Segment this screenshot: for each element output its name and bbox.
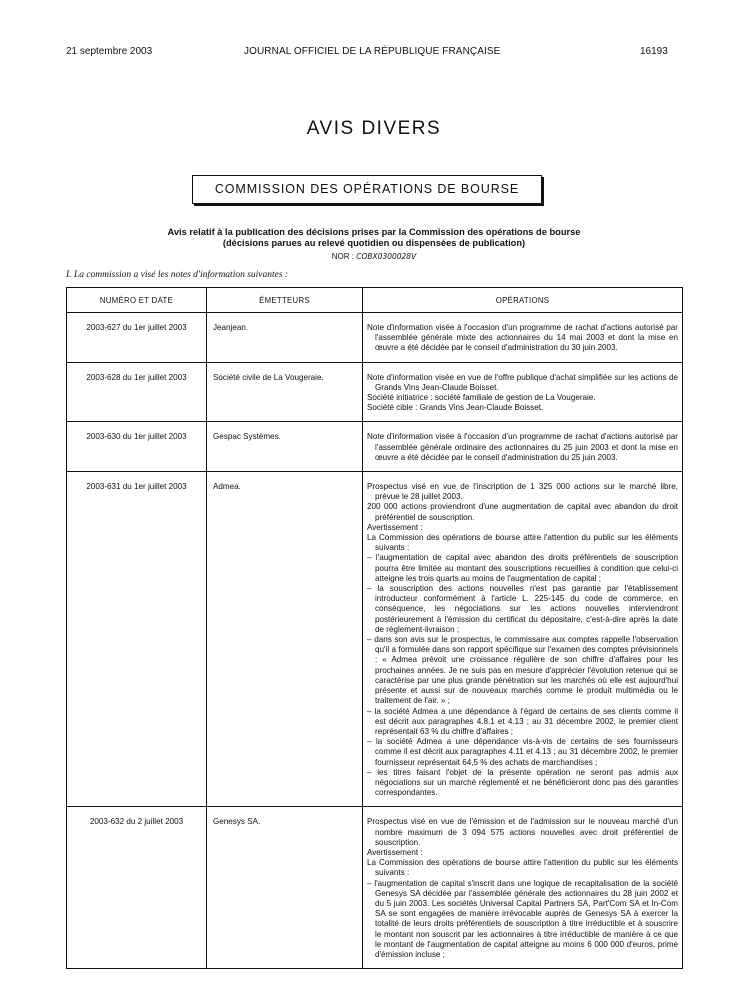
- operation-paragraph: 200 000 actions proviendront d'une augmentation de capital avec abandon du droit préférentiel de souscription.: [367, 502, 678, 522]
- operation-paragraph: Prospectus visé en vue de l'inscription de 1 325 000 actions sur le marché libre, prévue le 28 juillet 2003.: [367, 482, 678, 502]
- operation-paragraph: Note d'information visée à l'occasion d'un programme de rachat d'actions autorisé par l'assemblée générale ordinaire des actionnaires du 25 juin 2003 et dont la mise en œuvre a été décidée par le conseil d'administration du 25 juin 2003.: [367, 432, 678, 462]
- row-operations: [363, 362, 683, 422]
- row-emetteur: Gespac Systèmes.: [207, 422, 363, 472]
- row-numero: 2003-630 du 1er juillet 2003: [67, 422, 207, 472]
- row-emetteur: Jeanjean.: [207, 313, 363, 363]
- operation-paragraph: – dans son avis sur le prospectus, le commissaire aux comptes rappelle l'observation qu'il a formulée dans son rapport spécifique sur l'examen des comptes prévisionnels : « Admea prévoit une croissance régulière de son chiffre d'affaires pour les prochaines années. Je ne suis pas en mesure d'apprécier l'évolution retenue qui se caractérise par une plus grande pénétration sur les marchés où elle est aujourd'hui présente et aussi sur de nouveaux marchés comme le produit multimédia ou le traitement de l'air. » ;: [367, 635, 678, 706]
- operation-paragraph: – les titres faisant l'objet de la présente opération ne seront pas admis aux négociations sur un marché réglementé et ne bénéficieront donc pas des garanties correspondantes.: [367, 767, 678, 798]
- page-number: 16193: [640, 46, 668, 57]
- column-header-emetteurs: ÉMETTEURS: [207, 288, 363, 313]
- decisions-table: [66, 287, 683, 969]
- operation-paragraph: Note d'information visée en vue de l'offre publique d'achat simplifiée sur les actions de Grands Vins Jean-Claude Boisset.: [367, 372, 678, 392]
- operation-paragraph: La Commission des opérations de bourse attire l'attention du public sur les éléments suivants :: [367, 533, 678, 553]
- commission-box: COMMISSION DES OPÉRATIONS DE BOURSE: [192, 175, 542, 204]
- column-header-numero: NUMÉRO ET DATE: [67, 288, 207, 313]
- avis-title-line2: (décisions parues au relevé quotidien ou dispensées de publication): [222, 238, 526, 248]
- nor-value: COBX0300028V: [356, 252, 417, 261]
- operation-paragraph: Société cible : Grands Vins Jean-Claude Boisset.: [367, 403, 544, 413]
- header-date: 21 septembre 2003: [66, 46, 153, 57]
- avis-title-line1: Avis relatif à la publication des décisions prises par la Commission des opérations de bourse: [167, 227, 581, 237]
- row-numero: 2003-631 du 1er juillet 2003: [67, 472, 207, 807]
- row-operations: [363, 422, 683, 472]
- row-emetteur: Genesys SA.: [207, 807, 363, 969]
- row-emetteur: Société civile de La Vougeraie.: [207, 362, 363, 422]
- section-title: AVIS DIVERS: [306, 118, 442, 139]
- operation-paragraph: Prospectus visé en vue de l'émission et de l'admission sur le nouveau marché d'un nombre maximum de 3 094 575 actions nouvelles avec droit préférentiel de souscription.: [367, 817, 678, 847]
- journal-title: JOURNAL OFFICIEL DE LA RÉPUBLIQUE FRANÇAISE: [244, 46, 501, 57]
- operation-paragraph: La Commission des opérations de bourse attire l'attention du public sur les éléments suivants :: [367, 858, 678, 878]
- operation-paragraph: – la souscription des actions nouvelles n'est pas garantie par l'établissement introducteur conformément à l'article L. 225-145 du code de commerce, en conséquence, les négociations sur les actions nouvelles interviendront postérieurement à l'émission du certificat du dépositaire, c'est-à-dire après la date de règlement-livraison ;: [367, 584, 678, 634]
- table-row: [67, 422, 683, 472]
- operation-paragraph: – la société Admea a une dépendance à l'égard de certains de ses clients comme il est décrit aux paragraphes 4.8.1 et 4.13 ; au 31 décembre 2002, le premier client représentait 63 % du chiffre d'affaires ;: [367, 706, 678, 736]
- table-row: [67, 472, 683, 807]
- table-header-row: [67, 288, 683, 313]
- operation-paragraph: Note d'information visée à l'occasion d'un programme de rachat d'actions autorisé par l'assemblée générale mixte des actionnaires du 14 mai 2003 et dont la mise en œuvre a été décidée par le conseil d'administration du 30 juin 2003.: [367, 323, 678, 353]
- table-row: [67, 362, 683, 422]
- table-row: [67, 313, 683, 363]
- row-operations: [363, 807, 683, 969]
- operation-paragraph: Société initiatrice : société familiale de gestion de La Vougeraie.: [367, 393, 596, 403]
- operation-paragraph: – l'augmentation de capital avec abandon des droits préférentiels de souscription pourra être limitée au montant des souscriptions recueillies à condition que celui-ci atteigne les trois quarts au moins de l'augmentation de capital ;: [367, 553, 678, 583]
- row-numero: 2003-627 du 1er juillet 2003: [67, 313, 207, 363]
- nor-label: NOR :: [331, 252, 355, 261]
- intro-text: I. La commission a visé les notes d'information suivantes :: [66, 270, 289, 280]
- row-numero: 2003-632 du 2 juillet 2003: [67, 807, 207, 969]
- row-operations: [363, 313, 683, 363]
- operation-paragraph: – la société Admea a une dépendance vis-à-vis de certains de ses fournisseurs comme il est décrit aux paragraphes 4.11 et 4.13 ; au 31 décembre 2002, le premier fournisseur représentait 64,5 % des achats de marchandises ;: [367, 737, 678, 767]
- operation-paragraph: Avertissement :: [367, 847, 423, 857]
- table-row: [67, 807, 683, 969]
- operation-paragraph: – l'augmentation de capital s'inscrit dans une logique de recapitalisation de la société Genesys SA décidée par l'assemblée générale des actionnaires du 28 juin 2002 et du 5 juin 2003. Les sociétés Universal Capital Partners SA, Part'Com SA et In-Com SA se sont engagées de manière irrévocable auprès de Genesys SA à exercer la totalité de leurs droits préférentiels de souscription à titre irréductible et à souscrire le montant non souscrit par les actionnaires à titre irréductible de manière à ce que le montant de l'augmentation de capital atteigne au moins 6 000 000 d'euros, prime d'émission incluse ;: [367, 878, 678, 959]
- column-header-operations: OPÉRATIONS: [363, 288, 683, 313]
- row-numero: 2003-628 du 1er juillet 2003: [67, 362, 207, 422]
- row-operations: [363, 472, 683, 807]
- nor-reference: [0, 252, 748, 261]
- row-emetteur: Admea.: [207, 472, 363, 807]
- operation-paragraph: Avertissement :: [367, 522, 423, 532]
